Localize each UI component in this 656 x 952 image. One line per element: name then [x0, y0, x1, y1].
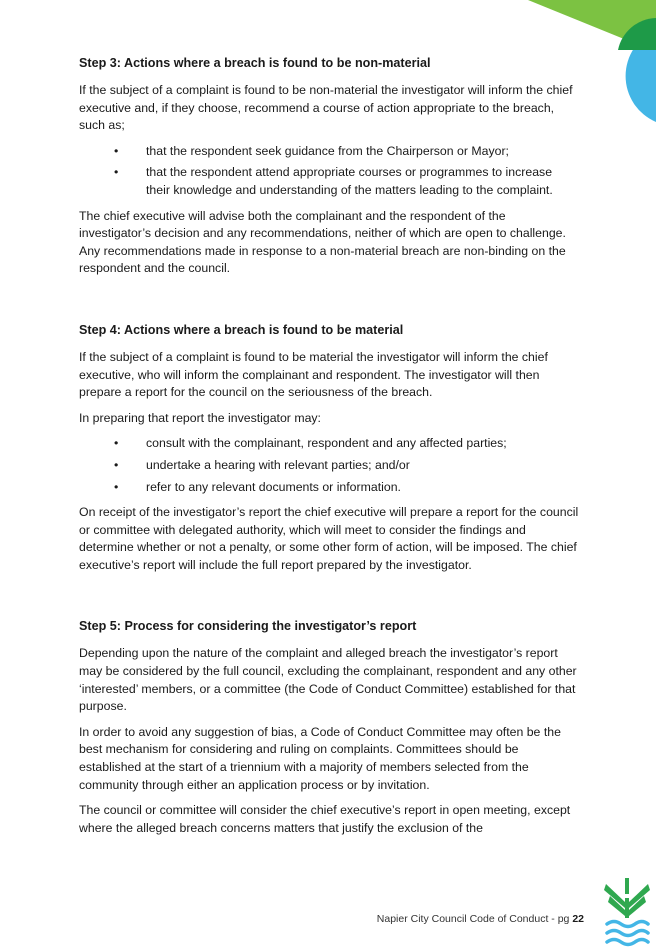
list-item: • consult with the complainant, respondent and any affected parties; [79, 435, 579, 453]
step3-section [79, 55, 579, 278]
step4-paragraph-2: In preparing that report the investigator may: [79, 410, 321, 425]
step5-paragraph-2: In order to avoid any suggestion of bias, a Code of Conduct Committee may often be the best mechanism for considering and ruling on complaints. Committees should be established at the start of a triennium with a majority of members selected from the community through either an application process or by invitation. [79, 724, 561, 792]
step3-heading: Step 3: Actions where a breach is found to be non-material [79, 56, 431, 70]
list-item: • that the respondent attend appropriate courses or programmes to increase their knowledge and understanding of the matters leading to the complaint. [79, 164, 579, 199]
step5-paragraph-1: Depending upon the nature of the complaint and alleged breach the investigator’s report may be considered by the full council, excluding the complainant, respondent and any other ‘interested’ members, or a committee (the Code of Conduct Committee) established for that purpose. [79, 646, 577, 714]
document-body [79, 55, 579, 845]
step3-bullet-list [79, 143, 579, 200]
list-item: • that the respondent seek guidance from the Chairperson or Mayor; [79, 143, 579, 161]
step4-section [79, 322, 579, 575]
napier-fern-waves-logo-icon [604, 876, 650, 948]
list-item: • undertake a hearing with relevant parties; and/or [79, 457, 579, 475]
step4-paragraph-1: If the subject of a complaint is found to be material the investigator will inform the chief executive, who will inform the complainant and respondent. The investigator will then prepare a report for the council on the seriousness of the breach. [79, 349, 548, 400]
step5-paragraph-3: The council or committee will consider the chief executive’s report in open meeting, except where the alleged breach concerns matters that justify the exclusion of the [79, 803, 571, 835]
step4-paragraph-3: On receipt of the investigator’s report the chief executive will prepare a report for the council or committee with delegated authority, which will meet to consider the findings and determine whether or not a penalty, or some other form of action, will be imposed. The chief executive’s report will include the full report prepared by the investigator. [79, 505, 579, 572]
step4-heading: Step 4: Actions where a breach is found to be material [79, 322, 404, 337]
step3-paragraph-1: If the subject of a complaint is found to be non-material the investigator will inform the chief executive and, if they choose, recommend a course of action appropriate to the breach, such as; [79, 83, 573, 133]
list-item: • refer to any relevant documents or information. [79, 479, 579, 497]
step5-section [79, 618, 579, 837]
footer-text: Napier City Council Code of Conduct - pg [376, 913, 570, 925]
page-footer [377, 913, 584, 925]
step4-bullet-list [79, 435, 579, 496]
green-stripe-shape [528, 0, 656, 52]
step5-heading: Step 5: Process for considering the investigator’s report [79, 619, 417, 634]
dark-green-circle-shape [618, 18, 656, 50]
blue-circle-shape [626, 30, 656, 122]
step3-paragraph-2: The chief executive will advise both the complainant and the respondent of the investigator’s decision and any recommendations, neither of which are open to challenge. Any recommendations made in response to a non-material breach are non-binding on the respondent and the council. [79, 208, 566, 276]
page-number: 22 [572, 913, 584, 925]
